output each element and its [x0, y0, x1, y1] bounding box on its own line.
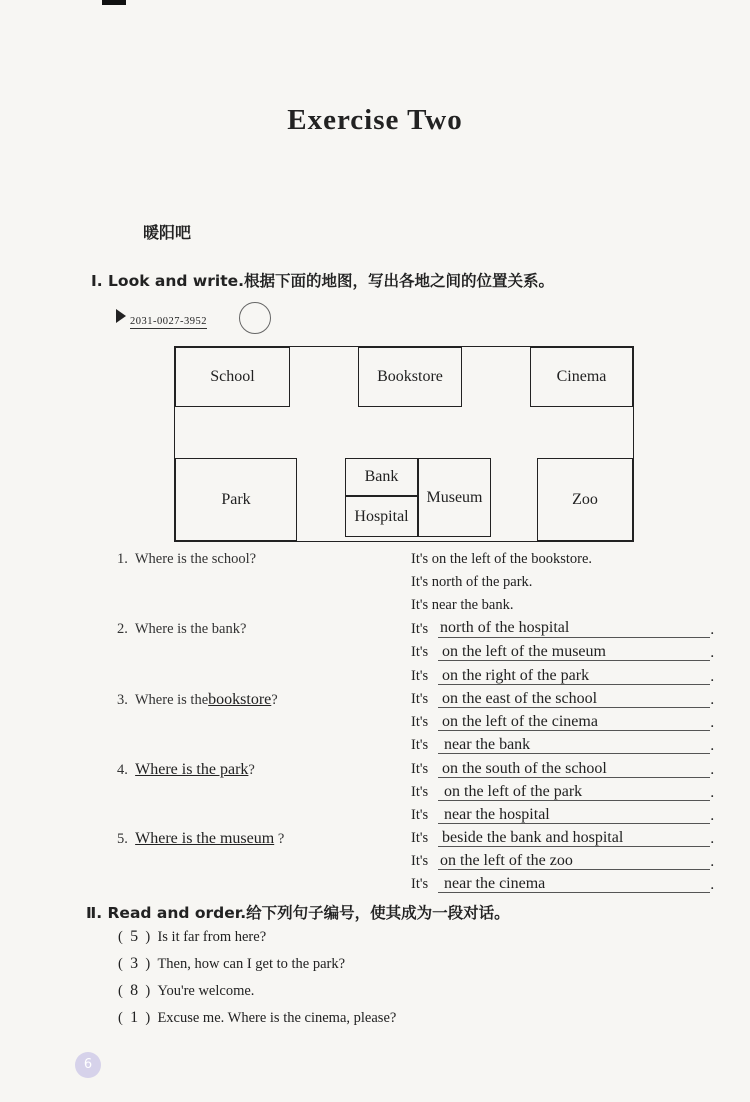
page-title: Exercise Two: [287, 104, 463, 136]
question-2: 2. Where is the bank?: [117, 621, 247, 637]
question-1: 1. Where is the school?: [117, 551, 257, 567]
page-number: 6: [75, 1052, 101, 1078]
answer-line: [438, 684, 710, 685]
answer-line: [438, 777, 710, 778]
map: [174, 346, 634, 542]
order-number[interactable]: 8: [130, 982, 139, 999]
order-number[interactable]: 1: [130, 1009, 139, 1026]
answer-label: It's: [411, 784, 429, 800]
answer-2-1[interactable]: north of the hospital: [440, 619, 570, 636]
answer-5-3[interactable]: near the cinema: [444, 875, 546, 892]
map-bookstore: Bookstore: [358, 347, 462, 407]
audio-code[interactable]: [116, 305, 276, 333]
circle-icon: [239, 302, 271, 334]
period: .: [710, 645, 715, 661]
answer-line: [438, 823, 710, 824]
question-3: 3. Where is thebookstore?: [117, 691, 278, 708]
period: .: [710, 762, 715, 778]
period: .: [710, 831, 715, 847]
answer-label: It's: [411, 644, 429, 660]
map-museum: Museum: [418, 458, 491, 537]
answer-line: [438, 800, 710, 801]
answer-5-2[interactable]: on the left of the zoo: [440, 852, 573, 869]
answer-label: It's: [411, 807, 429, 823]
answer-3-2[interactable]: on the left of the cinema: [442, 713, 598, 730]
answer-1-1: It's on the left of the bookstore.: [411, 551, 593, 567]
period: .: [710, 622, 715, 638]
period: .: [710, 808, 715, 824]
play-icon: [116, 309, 126, 323]
question-5: 5. Where is the museum ?: [117, 830, 285, 847]
answer-line: [438, 846, 710, 847]
answer-label: It's: [411, 737, 429, 753]
section-1-heading: Ⅰ. Look and write.根据下面的地图，写出各地之间的位置关系。: [91, 272, 555, 290]
answer-label: It's: [411, 853, 429, 869]
order-item-2: ( 3 ) Then, how can I get to the park?: [118, 955, 346, 972]
answer-3-3[interactable]: near the bank: [444, 736, 531, 753]
answer-4-3[interactable]: near the hospital: [444, 806, 550, 823]
answer-1-3: It's near the bank.: [411, 597, 514, 613]
answer-2-2[interactable]: on the left of the museum: [442, 643, 606, 660]
answer-5-1[interactable]: beside the bank and hospital: [442, 829, 624, 846]
answer-line: [438, 869, 710, 870]
period: .: [710, 692, 715, 708]
answer-line: [438, 753, 710, 754]
answer-4-1[interactable]: on the south of the school: [442, 760, 607, 777]
answer-label: It's: [411, 691, 429, 707]
section-2-heading: Ⅱ. Read and order.给下列句子编号，使其成为一段对话。: [86, 904, 510, 922]
map-park: Park: [175, 458, 297, 541]
answer-line: [438, 660, 710, 661]
map-zoo: Zoo: [537, 458, 633, 541]
answer-line: [438, 892, 710, 893]
answer-label: It's: [411, 830, 429, 846]
answer-line: [438, 707, 710, 708]
question-4: 4. Where is the park?: [117, 761, 255, 778]
answer-label: It's: [411, 876, 429, 892]
answer-label: It's: [411, 714, 429, 730]
order-item-3: ( 8 ) You're welcome.: [118, 982, 255, 999]
answer-label: It's: [411, 761, 429, 777]
answer-label: It's: [411, 668, 429, 684]
answer-4-2[interactable]: on the left of the park: [444, 783, 583, 800]
map-cinema: Cinema: [530, 347, 633, 407]
brand-label: 暖阳吧: [143, 223, 192, 242]
top-bar: [102, 0, 126, 5]
map-bank: Bank: [345, 458, 418, 496]
order-item-4: ( 1 ) Excuse me. Where is the cinema, please?: [118, 1009, 397, 1026]
period: .: [710, 669, 715, 685]
order-number[interactable]: 5: [130, 928, 139, 945]
period: .: [710, 715, 715, 731]
period: .: [710, 785, 715, 801]
answer-2-3[interactable]: on the right of the park: [442, 667, 590, 684]
audio-code-number: 2031-0027-3952: [130, 316, 207, 327]
answer-line: [438, 730, 710, 731]
answer-label: It's: [411, 621, 429, 637]
answer-1-2: It's north of the park.: [411, 574, 533, 590]
answer-3-1[interactable]: on the east of the school: [442, 690, 598, 707]
period: .: [710, 854, 715, 870]
map-school: School: [175, 347, 290, 407]
map-hospital: Hospital: [345, 496, 418, 537]
order-number[interactable]: 3: [130, 955, 139, 972]
order-item-1: ( 5 ) Is it far from here?: [118, 928, 267, 945]
period: .: [710, 877, 715, 893]
period: .: [710, 738, 715, 754]
answer-line: [438, 637, 710, 638]
